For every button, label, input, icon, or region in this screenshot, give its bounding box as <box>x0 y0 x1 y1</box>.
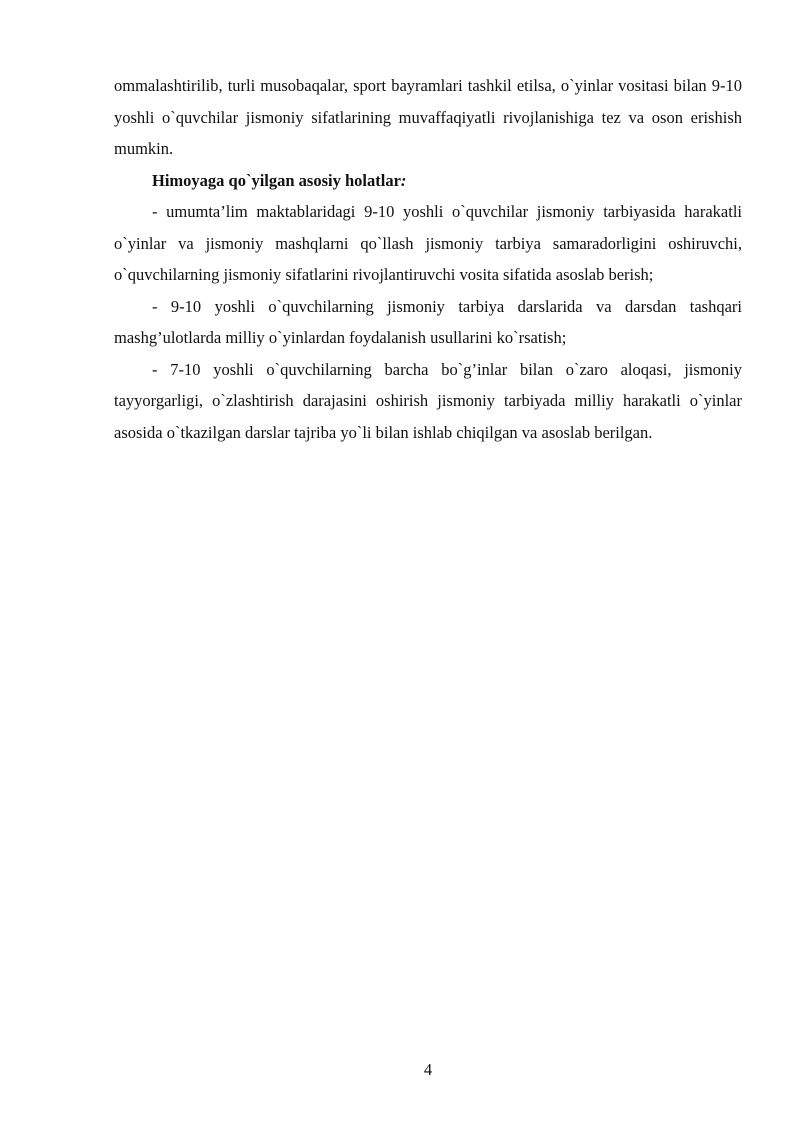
bullet-item-3: - 7-10 yoshli o`quvchilarning barcha bo`g’inlar bilan o`zaro aloqasi, jismoniy tayyorgarligi, o`zlashtirish darajasini oshirish jismoniy tarbiyada milliy harakatli o`yinlar asosida o`tkazilgan darslar tajriba yo`li bilan ishlab chiqilgan va asoslab berilgan. <box>114 359 742 442</box>
intro-paragraph: ommalashtirilib, turli musobaqalar, sport bayramlari tashkil etilsa, o`yinlar vositasi bilan 9-10 yoshli o`quvchilar jismoniy sifatlarining muvaffaqiyatli rivojlanishiga tez va oson erishish mumkin. <box>114 76 742 158</box>
page-number: 4 <box>423 1060 433 1079</box>
section-heading-text: Himoyaga qo`yilgan asosiy holatlar <box>152 170 401 190</box>
section-heading-colon: : <box>400 170 407 190</box>
bullet-item-2: - 9-10 yoshli o`quvchilarning jismoniy tarbiya darslarida va darsdan tashqari mashg’ulotlarda milliy o`yinlardan foydalanish usullarini ko`rsatish; <box>114 296 742 347</box>
bullet-item-1: - umumta’lim maktablaridagi 9-10 yoshli o`quvchilar jismoniy tarbiyasida harakatli o`yinlar va jismoniy mashqlarni qo`llash jismoniy tarbiya samaradorligini oshiruvchi, o`quvchilarning jismoniy sifatlarini rivojlantiruvchi vosita sifatida asoslab berish; <box>114 202 742 284</box>
page-content <box>114 70 742 448</box>
section-heading <box>114 165 742 197</box>
